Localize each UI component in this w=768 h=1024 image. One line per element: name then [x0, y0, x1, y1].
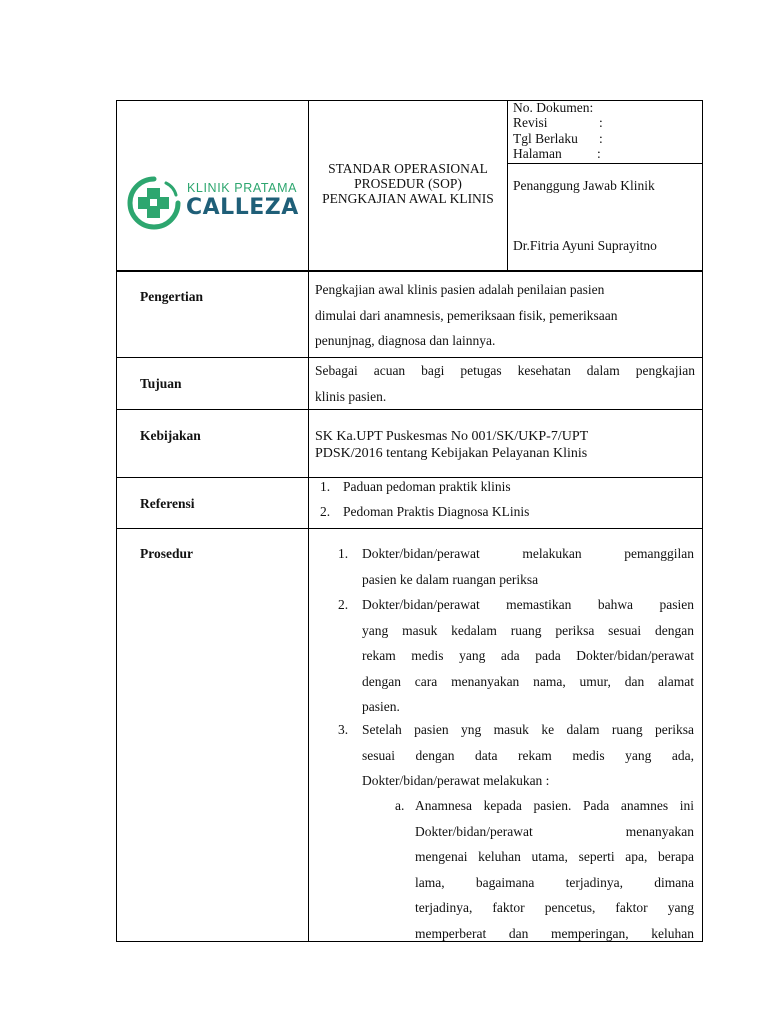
meta-colon: :	[599, 115, 603, 130]
header-bottom-border	[116, 270, 703, 272]
meta-tgl-berlaku: Tgl Berlaku	[513, 131, 578, 146]
step-line: pasien ke dalam ruangan periksa	[362, 571, 539, 587]
meta-colon: :	[599, 131, 603, 146]
row-divider-referensi	[116, 528, 703, 529]
step-line: Dokter/bidan/perawat melakukan :	[362, 773, 550, 788]
row-divider-kebijakan	[116, 477, 703, 478]
kebijakan-text	[315, 428, 588, 462]
label-tujuan: Tujuan	[140, 376, 182, 391]
responsible-name: Dr.Fitria Ayuni Suprayitno	[513, 238, 657, 253]
substep-line: memperberat dan memperingan, keluhan	[415, 925, 694, 941]
step-line: sesuai dengan data rekam medis yang ada,	[362, 747, 694, 763]
meta-colon: :	[597, 146, 601, 161]
tujuan-line: Sebagai acuan bagi petugas kesehatan dalam pengkajian	[315, 363, 695, 378]
step-line: pasien.	[362, 699, 400, 714]
kebijakan-line: SK Ka.UPT Puskesmas No 001/SK/UKP-7/UPT	[315, 429, 589, 444]
label-prosedur: Prosedur	[140, 546, 193, 561]
meta-revisi: Revisi	[513, 115, 548, 130]
kebijakan-line: PDSK/2016 tentang Kebijakan Pelayanan Klinis	[315, 446, 588, 461]
substep-line: Anamnesa kepada pasien. Pada anamnes ini	[415, 798, 694, 813]
step-text	[362, 717, 694, 794]
tujuan-line: klinis pasien.	[315, 388, 387, 404]
pengertian-line: penunjnag, diagnosa dan lainnya.	[315, 333, 496, 348]
tujuan-text	[315, 358, 695, 409]
step-number: 2.	[338, 597, 349, 612]
meta-halaman: Halaman	[513, 146, 562, 161]
label-pengertian: Pengertian	[140, 289, 203, 304]
column-divider	[308, 100, 309, 942]
pengertian-line: dimulai dari anamnesis, pemeriksaan fisik, pemeriksaan	[315, 307, 618, 323]
step-text	[362, 592, 694, 720]
clinic-logo	[126, 175, 301, 231]
substep-letter: a.	[395, 798, 405, 813]
step-line: Dokter/bidan/perawat melakukan pemanggilan	[362, 546, 694, 561]
substep-text	[415, 793, 694, 946]
substep-line: Dokter/bidan/perawat menanyakan	[415, 823, 694, 839]
meta-row-divider	[507, 163, 703, 164]
sop-title-line: PENGKAJIAN AWAL KLINIS	[322, 191, 494, 206]
substep-line: terjadinya, faktor pencetus, faktor yang	[415, 900, 694, 915]
pengertian-line: Pengkajian awal klinis pasien adalah penilaian pasien	[315, 282, 605, 297]
referensi-item: Pedoman Praktis Diagnosa KLinis	[343, 504, 530, 519]
step-line: yang masuk kedalam ruang periksa sesuai dengan	[362, 622, 694, 638]
row-divider-tujuan	[116, 409, 703, 410]
sop-title-line: PROSEDUR (SOP)	[354, 176, 462, 191]
responsible-label: Penanggung Jawab Klinik	[513, 178, 655, 193]
referensi-item: Paduan pedoman praktik klinis	[343, 479, 511, 494]
label-kebijakan: Kebijakan	[140, 428, 201, 443]
referensi-number: 1.	[320, 479, 331, 494]
label-referensi: Referensi	[140, 496, 195, 511]
medical-cross-icon	[126, 175, 182, 231]
step-number: 1.	[338, 546, 349, 561]
step-line: rekam medis yang ada pada Dokter/bidan/perawat	[362, 648, 694, 663]
step-text	[362, 541, 694, 592]
header-meta-divider	[507, 100, 508, 271]
step-line: Dokter/bidan/perawat memastikan bahwa pasien	[362, 597, 694, 612]
logo-subtitle: KLINIK PRATAMA	[187, 181, 298, 195]
step-number: 3.	[338, 722, 349, 737]
meta-no-dokumen: No. Dokumen:	[513, 100, 594, 115]
sop-title	[309, 161, 507, 206]
step-line: dengan cara menanyakan nama, umur, dan alamat	[362, 673, 694, 689]
sop-title-line: STANDAR OPERASIONAL	[328, 161, 488, 176]
step-line: Setelah pasien yng masuk ke dalam ruang periksa	[362, 722, 694, 737]
referensi-number: 2.	[320, 504, 331, 519]
substep-line: lama, bagaimana terjadinya, dimana	[415, 874, 694, 890]
substep-line: mengenai keluhan utama, seperti apa, berapa	[415, 849, 694, 864]
pengertian-text	[315, 277, 695, 354]
logo-title: CALLEZA	[186, 195, 299, 220]
